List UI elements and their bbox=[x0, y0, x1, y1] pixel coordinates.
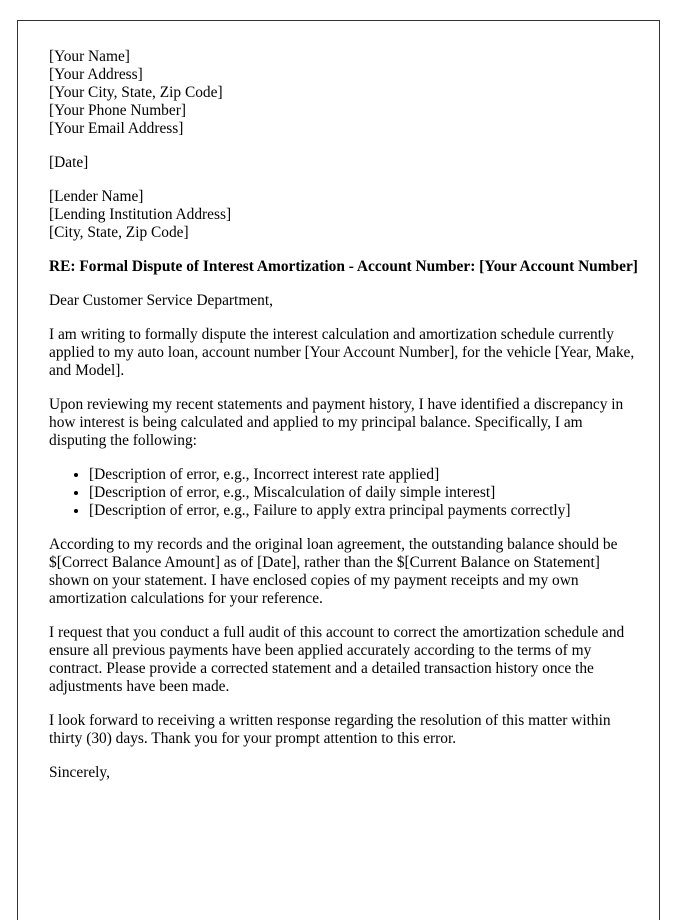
error-list bbox=[49, 466, 639, 520]
lender-name: [Lender Name] bbox=[49, 188, 144, 205]
letter-page bbox=[17, 20, 660, 920]
list-item: • [Description of error, e.g., Incorrect interest rate applied] bbox=[89, 466, 639, 484]
sender-city-state-zip: [Your City, State, Zip Code] bbox=[49, 84, 223, 101]
review-paragraph: Upon reviewing my recent statements and payment history, I have identified a discrepancy in how interest is being calculated and applied to my principal balance. Specifically, I am disputing the following: bbox=[49, 396, 624, 449]
list-item: • [Description of error, e.g., Failure to apply extra principal payments correctly] bbox=[89, 502, 639, 520]
intro-paragraph: I am writing to formally dispute the interest calculation and amortization schedule currently applied to my auto loan, account number [Your Account Number], for the vehicle [Year, Make, and Model]. bbox=[49, 326, 635, 379]
signoff: Sincerely, bbox=[49, 764, 110, 781]
sender-phone: [Your Phone Number] bbox=[49, 102, 186, 119]
subject-line: RE: Formal Dispute of Interest Amortization - Account Number: [Your Account Number] bbox=[49, 258, 638, 275]
letter-content bbox=[49, 48, 639, 782]
list-item: • [Description of error, e.g., Miscalculation of daily simple interest] bbox=[89, 484, 639, 502]
date-block bbox=[49, 154, 639, 172]
lender-address: [Lending Institution Address] bbox=[49, 206, 232, 223]
closing-paragraph: I look forward to receiving a written response regarding the resolution of this matter within thirty (30) days. Thank you for your prompt attention to this error. bbox=[49, 712, 611, 747]
records-paragraph: According to my records and the original loan agreement, the outstanding balance should be $[Correct Balance Amount] as of [Date], rather than the $[Current Balance on Statement] shown on your statement. I have enclosed copies of my payment receipts and my own amortization calculations for your reference. bbox=[49, 536, 618, 607]
letter-date: [Date] bbox=[49, 154, 89, 171]
sender-address: [Your Address] bbox=[49, 66, 143, 83]
recipient-block bbox=[49, 188, 639, 242]
sender-email: [Your Email Address] bbox=[49, 120, 184, 137]
sender-block bbox=[49, 48, 639, 138]
request-paragraph: I request that you conduct a full audit of this account to correct the amortization schedule and ensure all previous payments have been applied accurately according to the terms of my contract. Please provide a corrected statement and a detailed transaction history once the adjustments have been made. bbox=[49, 624, 625, 695]
lender-city-state-zip: [City, State, Zip Code] bbox=[49, 224, 189, 241]
salutation: Dear Customer Service Department, bbox=[49, 292, 273, 309]
sender-name: [Your Name] bbox=[49, 48, 130, 65]
